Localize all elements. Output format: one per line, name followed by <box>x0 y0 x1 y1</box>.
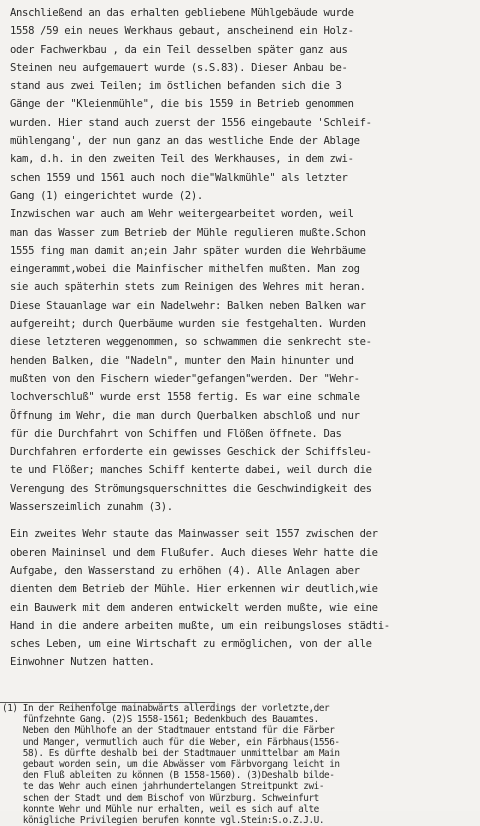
text-line: dienten dem Betrieb der Mühle. Hier erkennen wir deutlich,wie <box>10 583 378 596</box>
text-line: aufgereiht; durch Querbäume wurden sie festgehalten. Wurden <box>10 318 366 331</box>
text-line: mühlengang', der nun ganz an das westliche Ende der Ablage <box>10 135 360 148</box>
text-line: stand aus zwei Teilen; im östlichen befanden sich die 3 <box>10 80 342 93</box>
text-line: Einwohner Nutzen hatten. <box>10 656 155 669</box>
text-line: Anschließend an das erhalten gebliebene Mühlgebäude wurde <box>10 7 354 19</box>
text-line: schen 1559 und 1561 auch noch die"Walkmühle" als letzter <box>10 171 348 184</box>
text-line: Hand in die andere arbeiten mußte, um ein reibungsloses städti- <box>10 619 390 632</box>
text-line: eingerammt,wobei die Mainfischer mithelfen mußten. Man zog <box>10 263 360 276</box>
text-line: oder Fachwerkbau , da ein Teil desselben später ganz aus <box>10 43 348 56</box>
footnote-line: Neben den Mühlhofe an der Stadtmauer entstand für die Färber <box>2 725 335 737</box>
text-line: henden Balken, die "Nadeln", munter den Main hinunter und <box>10 354 354 367</box>
paragraph-muehlgebaeude <box>10 4 472 205</box>
footnote-line: konnte Wehr und Mühle nur erhalten, weil es sich auf alte <box>2 803 319 815</box>
footnote-line: schen der Stadt und dem Bischof von Würzburg. Schweinfurt <box>2 792 319 804</box>
text-line: sches Leben, um eine Wirtschaft zu ermöglichen, von der alle <box>10 638 372 651</box>
footnote-line: den Fluß ableiten zu können (B 1558-1560). (3)Deshalb bilde- <box>2 770 335 782</box>
text-line: Öffnung im Wehr, die man durch Querbalken abschloß und nur <box>10 409 360 422</box>
text-line: kam, d.h. in den zweiten Teil des Werkhauses, in dem zwi- <box>10 153 354 166</box>
text-line: Verengung des Strömungsquerschnittes die Geschwindigkeit des <box>10 482 372 495</box>
footnote-line: 58). Es dürfte deshalb bei der Stadtmauer unmittelbar am Main <box>2 747 340 759</box>
text-line: für die Durchfahrt von Schiffen und Flößen öffnete. Das <box>10 427 342 440</box>
paragraph-wehr <box>10 205 472 516</box>
text-line: man das Wasser zum Betrieb der Mühle regulieren mußte.Schon <box>10 226 366 239</box>
text-line: Diese Stauanlage war ein Nadelwehr: Balken neben Balken war <box>10 299 366 312</box>
text-line: wurden. Hier stand auch zuerst der 1556 eingebaute 'Schleif- <box>10 116 372 129</box>
text-line: Wasserszeimlich zunahm (3). <box>10 501 173 514</box>
text-line: Aufgabe, den Wasserstand zu erhöhen (4). Alle Anlagen aber <box>10 564 360 577</box>
text-line: 1558 /59 ein neues Werkhaus gebaut, anscheinend ein Holz- <box>10 25 354 38</box>
text-line: te und Flößer; manches Schiff kenterte dabei, weil durch die <box>10 464 372 477</box>
text-line: Inzwischen war auch am Wehr weitergearbeitet worden, weil <box>10 208 354 221</box>
text-line: Gang (1) eingerichtet wurde (2). <box>10 189 203 202</box>
text-line: 1555 fing man damit an;ein Jahr später wurden die Wehrbäume <box>10 244 366 257</box>
text-line: Gänge der "Kleienmühle", die bis 1559 in Betrieb genommen <box>10 98 354 111</box>
text-line: lochverschluß" wurde erst 1558 fertig. Es war eine schmale <box>10 391 360 404</box>
text-line: ein Bauwerk mit dem anderen entwickelt werden mußte, wie eine <box>10 601 378 614</box>
footnote-line: gebaut worden sein, um die Abwässer vom Färbvorgang leicht in <box>2 759 340 771</box>
footnote-line: (1) In der Reihenfolge mainabwärts allerdings der vorletzte,der <box>2 703 330 714</box>
paragraph-zweites-wehr <box>10 525 472 671</box>
text-line: Steinen neu aufgemauert wurde (s.S.83). Dieser Anbau be- <box>10 61 348 74</box>
text-line: Ein zweites Wehr staute das Mainwasser seit 1557 zwischen der <box>10 528 378 541</box>
text-line: sie auch späterhin stets zum Reinigen des Wehres mit heran. <box>10 281 366 294</box>
footnote-line: te das Wehr auch einen jahrhundertelangen Streitpunkt zwi- <box>2 781 325 793</box>
footnote-line: fünfzehnte Gang. (2)S 1558-1561; Bedenkbuch des Bauamtes. <box>2 714 319 726</box>
text-line: mußten von den Fischern wieder"gefangen"werden. Der "Wehr- <box>10 372 360 385</box>
footnotes <box>2 703 340 826</box>
text-line: oberen Maininsel und dem Flußufer. Auch dieses Wehr hatte die <box>10 546 378 559</box>
footnote-line: und Manger, vermutlich auch für die Weber, ein Färbhaus(1556- <box>2 736 340 748</box>
text-line: Durchfahren erforderte ein gewisses Geschick der Schiffsleu- <box>10 446 372 459</box>
footnote-line: königliche Privilegien berufen konnte vgl.Stein:S.o.Z.J.U. <box>2 815 325 826</box>
text-line: diese letzteren weggenommen, so schwammen die senkrecht ste- <box>10 336 372 349</box>
